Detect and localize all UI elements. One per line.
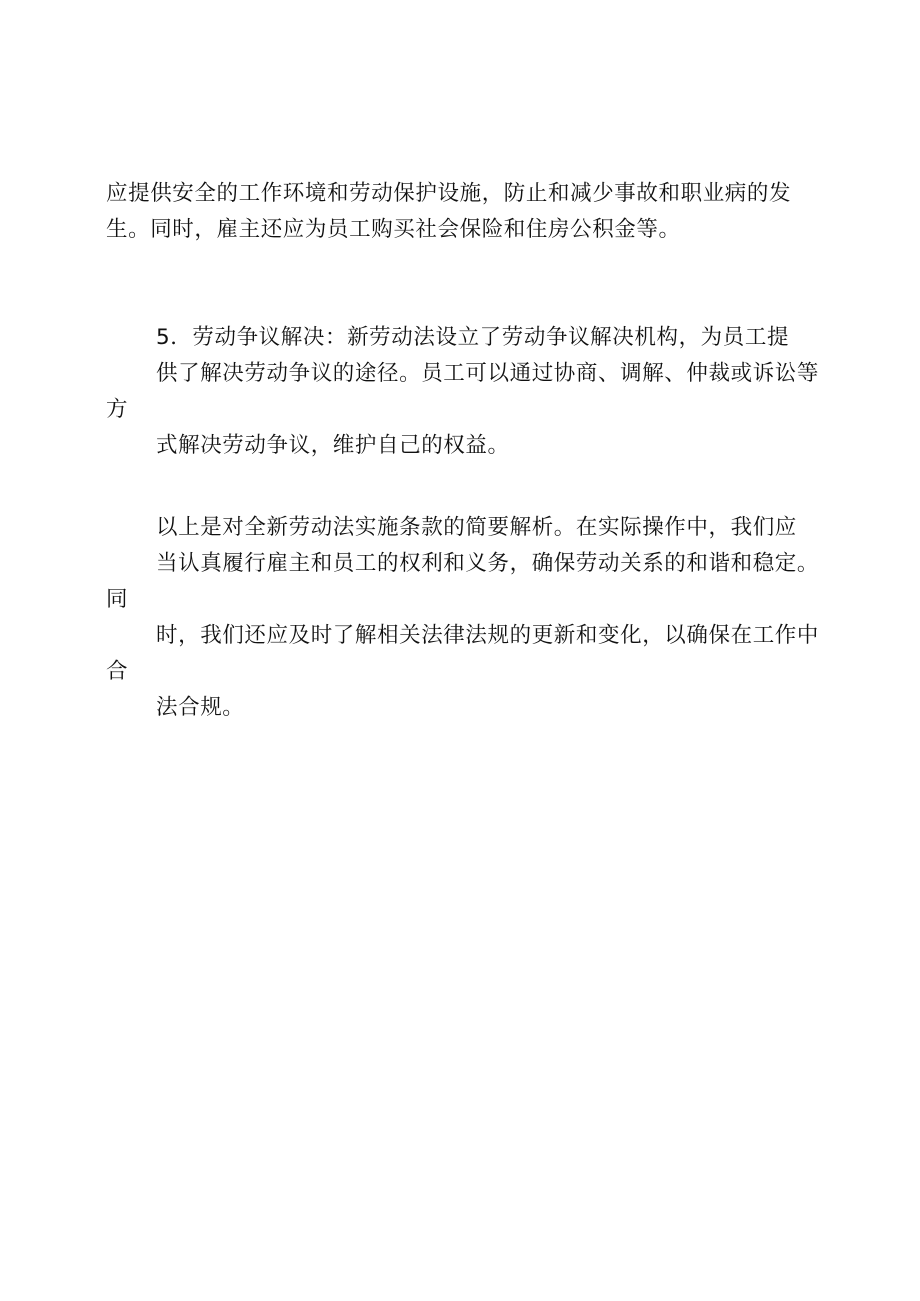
text-line: 生。同时，雇主还应为员工购买社会保险和住房公积金等。 (106, 217, 681, 242)
paragraph-continued-obligations (106, 176, 820, 248)
text-line: 5．劳动争议解决：新劳动法设立了劳动争议解决机构，为员工提 (156, 325, 790, 350)
paragraph-dispute-resolution (106, 320, 820, 464)
text-line: 当认真履行雇主和员工的权利和义务，确保劳动关系的和谐和稳定。同 (106, 551, 820, 612)
text-line: 供了解决劳动争议的途径。员工可以通过协商、调解、仲裁或诉讼等方 (106, 361, 820, 422)
text-line: 时，我们还应及时了解相关法律法规的更新和变化，以确保在工作中合 (106, 623, 820, 684)
text-line: 法合规。 (156, 695, 245, 720)
text-line: 式解决劳动争议，维护自己的权益。 (156, 433, 510, 458)
text-line: 以上是对全新劳动法实施条款的简要解析。在实际操作中，我们应 (156, 515, 797, 540)
text-line: 应提供安全的工作环境和劳动保护设施，防止和减少事故和职业病的发 (106, 181, 792, 206)
paragraph-conclusion (106, 510, 820, 726)
